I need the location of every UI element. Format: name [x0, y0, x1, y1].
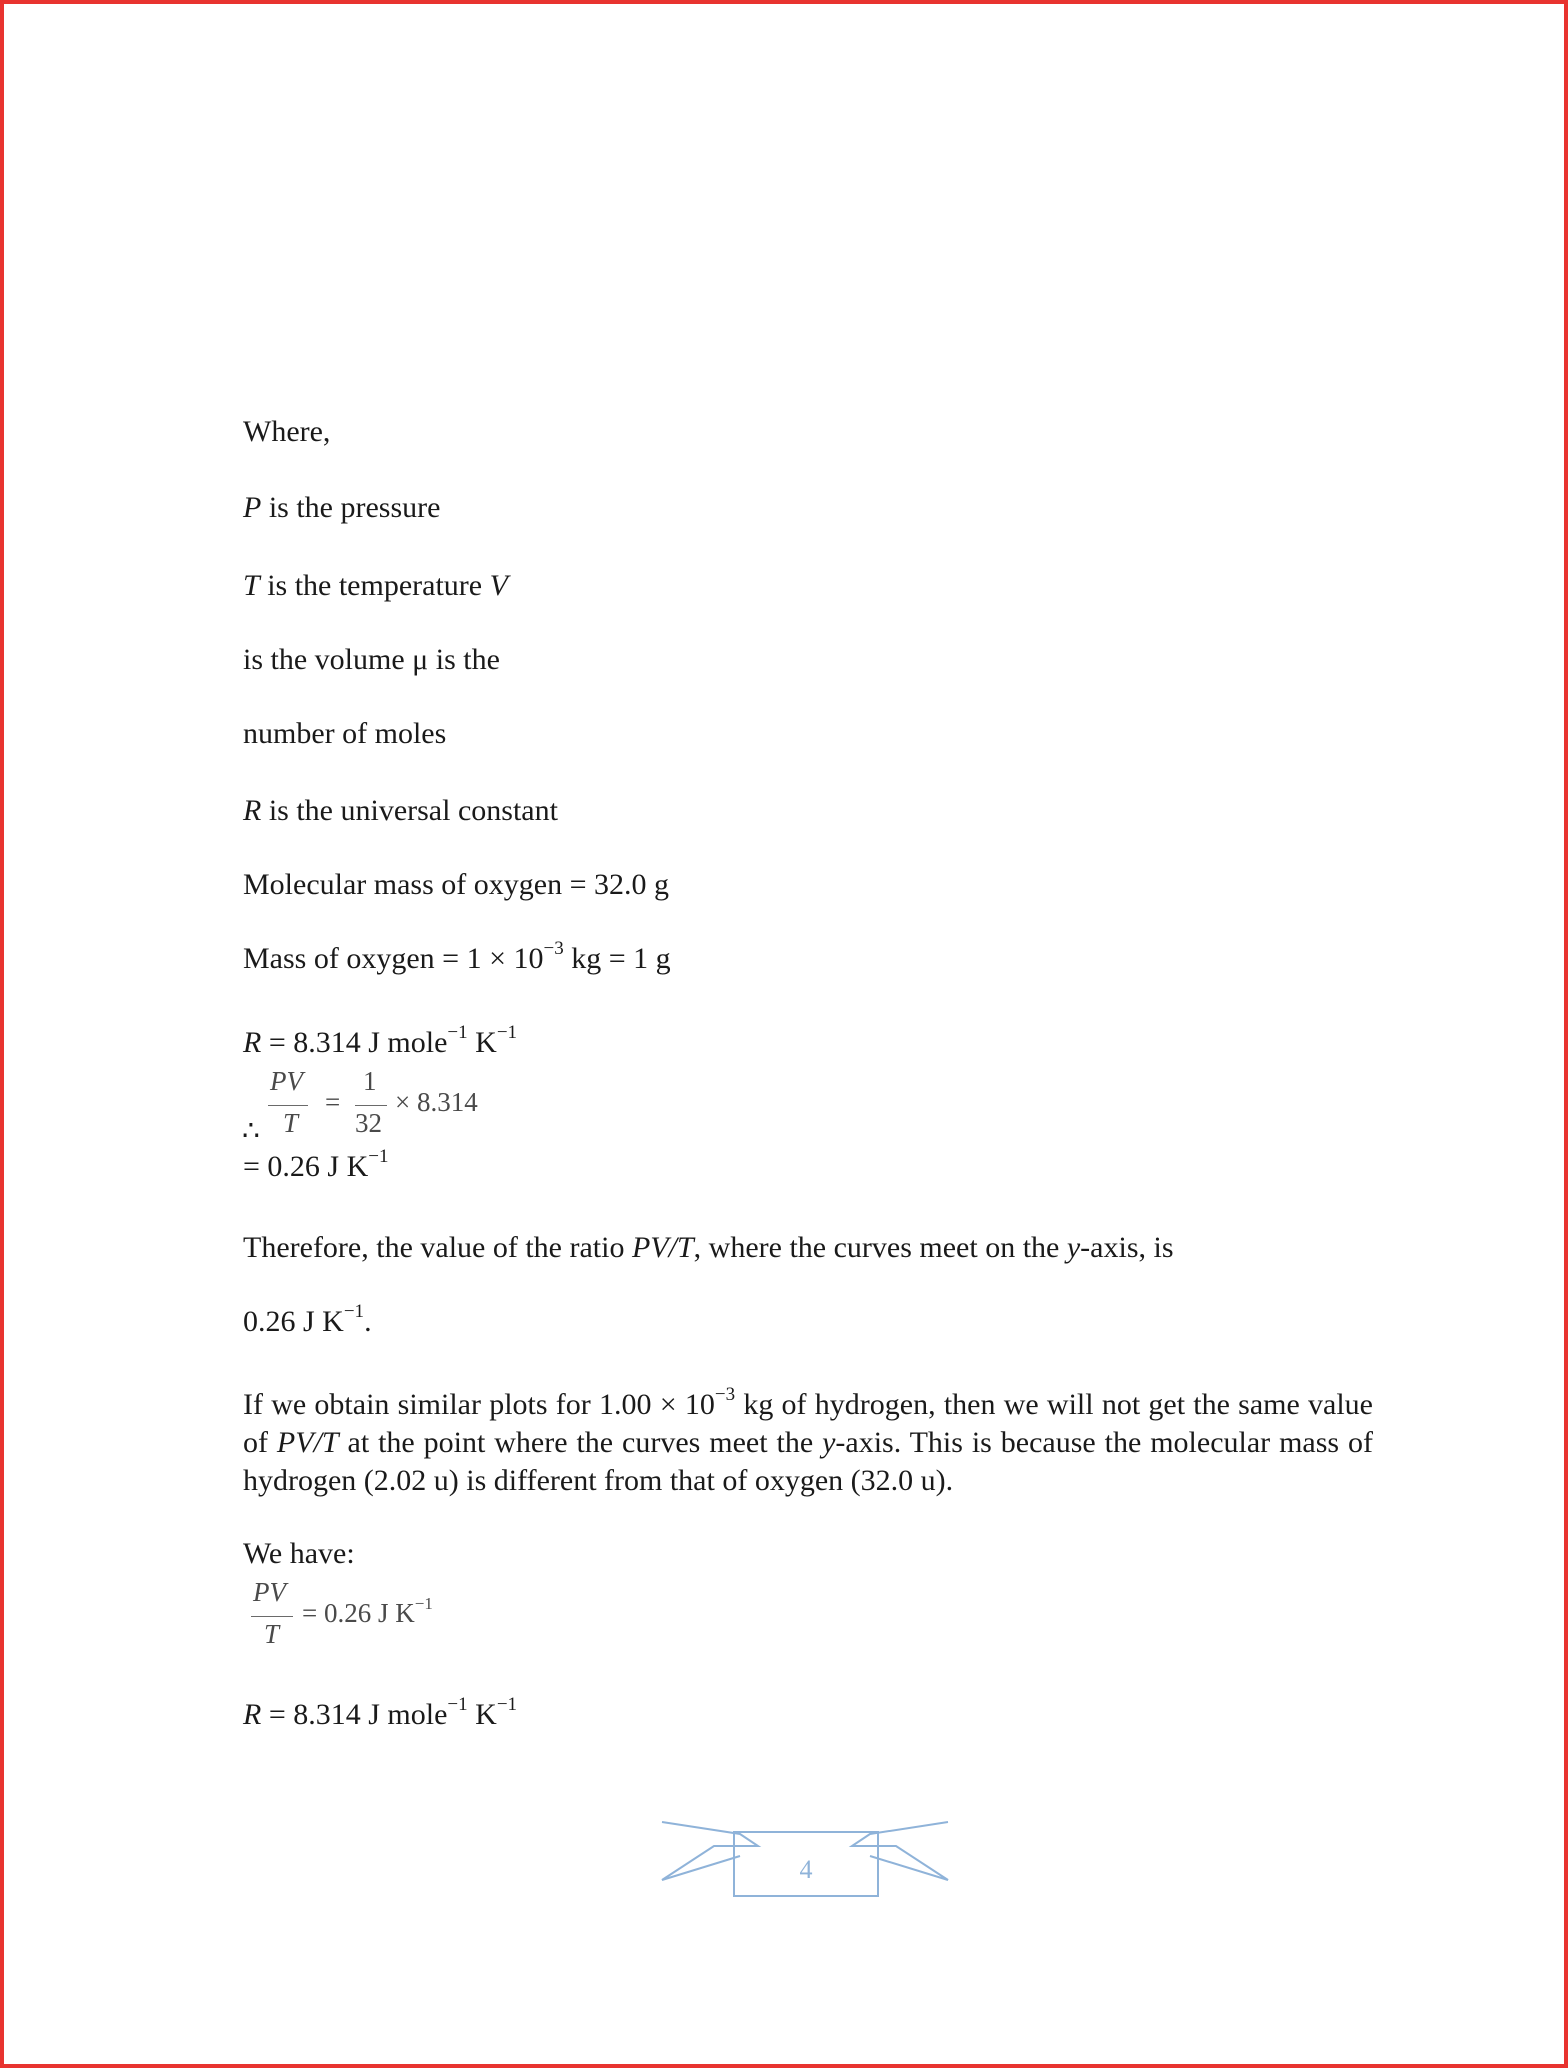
page-number: 4: [799, 1855, 813, 1884]
equation-rhs: = 0.26 J $K^{-1}$: [302, 1594, 433, 1628]
fraction-numerator-pv: PV: [253, 1577, 286, 1607]
fraction-denominator-t: T: [283, 1108, 299, 1138]
right-ribbon-ornament: [852, 1822, 948, 1880]
equation-pv-over-t: [240, 1066, 510, 1146]
conclusion-line: Therefore, the value of the ratio PV/T, where the curves meet on the y-axis, is: [243, 1231, 1174, 1264]
gas-constant-line: R = 8.314 J mole$^{-1}$ $K^{-1}$: [243, 1022, 518, 1059]
times-gas-constant: × 8.314: [395, 1087, 478, 1117]
therefore-symbol: ∴: [242, 1116, 260, 1147]
equation-pv-over-t-value: [245, 1577, 485, 1657]
mass-of-oxygen-line: Mass of oxygen = $1 \times 10^{-3}$ kg = 1 g: [243, 938, 671, 975]
left-ribbon-ornament: [662, 1822, 758, 1880]
fraction-denominator-t: T: [264, 1619, 280, 1649]
fraction-bar: [355, 1105, 387, 1106]
universal-constant-definition: R is the universal constant: [243, 794, 558, 827]
temperature-definition: T is the temperature V: [243, 569, 508, 602]
we-have-label: We have:: [243, 1537, 355, 1570]
fraction-numerator-one: 1: [363, 1066, 377, 1096]
equals-sign: =: [325, 1087, 341, 1117]
hydrogen-paragraph: If we obtain similar plots for $1.00 \times 10^{-3}$ kg of hydrogen, then we will not get the same value of PV/T at the point where the curves meet the y-axis. This is because the molecular mass of hydrogen (2.02 u) is different from that of oxygen (32.0 u).: [243, 1384, 1373, 1497]
moles-definition: number of moles: [243, 717, 447, 750]
volume-definition: is the volume μ is the: [243, 643, 500, 676]
gas-constant-line-2: R = 8.314 J mole$^{-1}$ $K^{-1}$: [243, 1694, 518, 1731]
result-line: = 0.26 J $K^{-1}$: [243, 1146, 389, 1183]
pressure-definition: P is the pressure: [243, 491, 441, 524]
page-number-ornament: [660, 1818, 950, 1904]
conclusion-value: 0.26 J $K^{-1}$.: [243, 1301, 372, 1338]
where-label: Where,: [243, 415, 331, 448]
fraction-denominator-32: 32: [355, 1108, 382, 1138]
fraction-bar: [251, 1616, 293, 1617]
fraction-numerator-pv: PV: [270, 1066, 303, 1096]
molecular-mass-line: Molecular mass of oxygen = 32.0 g: [243, 868, 670, 901]
fraction-bar: [268, 1105, 308, 1106]
